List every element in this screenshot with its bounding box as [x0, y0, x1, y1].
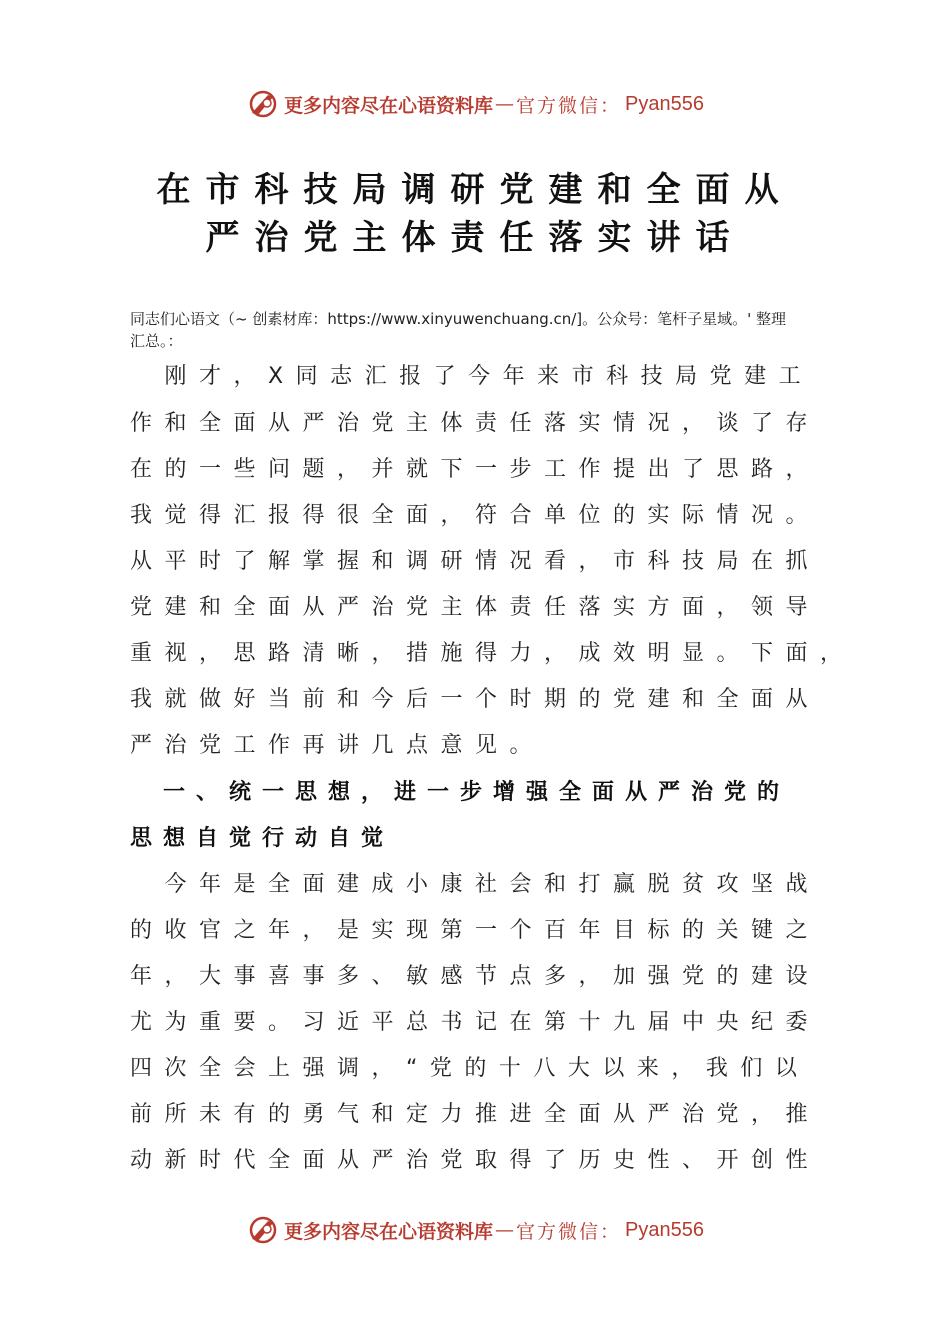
logo-icon — [246, 1213, 280, 1247]
paragraph-line: 的收官之年，是实现第一个百年目标的关键之 — [130, 918, 821, 943]
paragraph-line: 我就做好当前和今后一个时期的党建和全面从 — [130, 687, 821, 712]
source-note — [130, 308, 830, 352]
paragraph-line: 在的一些问题，并就下一步工作提出了思路， — [130, 457, 821, 482]
wechat-id: Pyan556 — [625, 92, 704, 115]
document-title-line-2: 严治党主体责任落实讲话 — [205, 218, 745, 258]
heading-line: 思想自觉行动自觉 — [130, 826, 395, 851]
header-watermark-banner — [0, 84, 950, 124]
heading-line: 一、统一思想，进一步增强全面从严治党的 — [130, 780, 791, 805]
wechat-id: Pyan556 — [625, 1218, 704, 1241]
source-note-line-1: 同志们心语文（~ 创素材库：https://www.xinyuwenchuang.cn/]。公众号：笔杆子星域。' 整理 — [130, 310, 787, 328]
source-note-line-2: 汇总。： — [130, 332, 183, 350]
paragraph-line: 年，大事喜事多、敏感节点多，加强党的建设 — [130, 964, 821, 989]
paragraph-line: 作和全面从严治党主体责任落实情况，谈了存 — [130, 411, 821, 436]
paragraph-line: 动新时代全面从严治党取得了历史性、开创性 — [130, 1148, 821, 1173]
paragraph-line: 我觉得汇报得很全面，符合单位的实际情况。 — [130, 503, 821, 528]
paragraph-line: 刚才，X同志汇报了今年来市科技局党建工 — [130, 364, 814, 389]
paragraph-line: 前所未有的勇气和定力推进全面从严治党，推 — [130, 1102, 821, 1127]
footer-watermark-banner — [0, 1210, 950, 1250]
brand-name: 更多内容尽在心语资料库 — [284, 94, 494, 117]
logo-icon — [246, 87, 280, 121]
paragraph-line: 今年是全面建成小康社会和打赢脱贫攻坚战 — [130, 872, 821, 897]
paragraph-line: 严治党工作再讲几点意见。 — [130, 733, 545, 758]
paragraph-line: 从平时了解掌握和调研情况看，市科技局在抓 — [130, 549, 821, 574]
wechat-label: 官方微信： — [516, 94, 622, 117]
banner-separator: — — [495, 1219, 515, 1241]
paragraph-line: 四次全会上强调，“党的十八大以来，我们以 — [130, 1056, 810, 1081]
paragraph-line: 重视，思路清晰，措施得力，成效明显。下面， — [130, 641, 855, 666]
banner-separator: — — [495, 93, 515, 115]
paragraph-line: 党建和全面从严治党主体责任落实方面，领导 — [130, 595, 821, 620]
paragraph-line: 尤为重要。习近平总书记在第十九届中央纪委 — [130, 1010, 821, 1035]
brand-name: 更多内容尽在心语资料库 — [284, 1220, 494, 1243]
wechat-label: 官方微信： — [516, 1220, 622, 1243]
document-title-line-1: 在市科技局调研党建和全面从 — [156, 170, 794, 210]
